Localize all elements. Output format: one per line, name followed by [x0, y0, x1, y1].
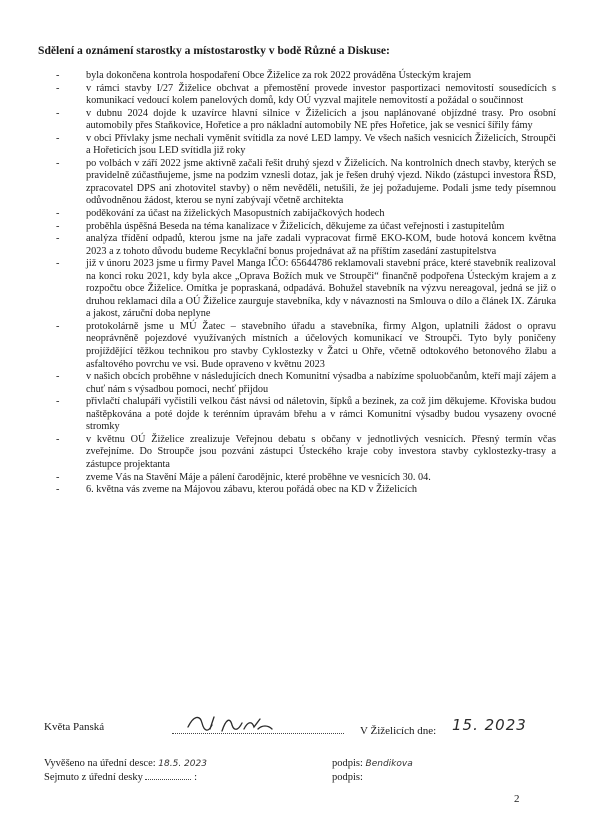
posted-line — [44, 758, 207, 769]
list-item — [56, 70, 556, 83]
list-item — [56, 133, 556, 158]
list-item — [56, 158, 556, 208]
bullet-dash: - — [56, 132, 60, 144]
place-date-label: V Žiželicích dne: — [360, 725, 437, 737]
notice-board-record — [44, 758, 564, 798]
posted-sign-value: Bendikova — [365, 759, 413, 769]
list-item-text: poděkování za účast na žiželických Masopustních zabijačkových hodech — [86, 208, 385, 220]
bullet-dash: - — [56, 107, 60, 119]
sign-label: podpis: — [332, 772, 363, 783]
list-item — [56, 83, 556, 108]
bullet-dash: - — [56, 220, 60, 232]
bullet-dash: - — [56, 208, 60, 220]
removed-signature — [332, 772, 363, 783]
posted-label: Vyvěšeno na úřední desce: — [44, 758, 156, 769]
list-item-text: v našich obcích proběhne v následujících dnech Komunitní výsadba a nabízíme spoluobčanům, kteří mají zájem a chuť nám s výsadbou pomoci, nechť přijdou — [86, 371, 556, 395]
list-item-text: již v únoru 2023 jsme u firmy Pavel Manga IČO: 65644786 reklamovali stavební práce, které stavebník realizoval na konci roku 2021, kdy byla akce „Oprava Božích muk ve Stroupči“ finančně podpořena Ústeckým krajem a z rozpočtu obce Žiželice. Omítka je popraskaná, odpadává. Bohužel stavebník na výzvu nereagoval, jedná se již o druhou reklamaci díla a OÚ Žiželice zaurguje stavebníka, kdy v návaznosti na Smlouva o dílo a článek IX. Záruka a jakost, záruční doba neplyne — [86, 258, 557, 320]
list-item-text: proběhla úspěšná Beseda na téma kanalizace v Žiželicích, děkujeme za účast veřejnosti i zastupitelům — [86, 220, 505, 232]
list-item — [56, 371, 556, 396]
list-item — [56, 258, 556, 321]
bullet-dash: - — [56, 433, 60, 445]
bullet-dash: - — [56, 82, 60, 94]
signatory-name: Květa Panská — [44, 721, 105, 733]
handwritten-date: 15. 2023 — [452, 716, 527, 734]
bullet-dash: - — [56, 258, 60, 270]
list-item-text: přivlačtí chalupáři vyčistili velkou část návsi od náletovin, šípků a bezinek, za což jim děkujeme. Křoviska budou naštěpkována a poté dojde k terénním úpravám břehu a v rámci Komunitní výsadby budou vysazeny ovocné stromky — [86, 396, 556, 433]
list-item-text: v dubnu 2024 dojde k uzavírce hlavní silnice v Žiželicích a jsou naplánované objízdné trasy. Pro osobní automobily přes Staňkovice, Hořetice a pro nákladní automobily NE přes Hořetice, jak se vesnicí šířily fámy — [86, 107, 556, 132]
list-item — [56, 472, 556, 485]
signature-row — [44, 715, 564, 743]
list-item — [56, 434, 556, 472]
posted-signature — [332, 758, 413, 769]
sign-label: podpis: — [332, 758, 363, 769]
removed-date-line — [145, 779, 191, 780]
handwritten-signature — [182, 711, 292, 737]
list-item — [56, 208, 556, 221]
bullet-dash: - — [56, 471, 60, 483]
bullet-dash: - — [56, 320, 60, 332]
list-item — [56, 108, 556, 133]
bullet-dash: - — [56, 157, 60, 169]
list-item-text: v obci Přívlaky jsme nechali vyměnit svítidla za nové LED lampy. Ve všech našich vesnicích Žiželicích, Stroupči a Hořeticích jsou LED svítidla již roky — [86, 132, 556, 157]
list-item — [56, 321, 556, 371]
list-item-text: v rámci stavby I/27 Žiželice obchvat a přemostění provede investor pasportizaci nemovitostí sousedících s komunikací vedoucí kolem panelových domů, kdy OÚ vyzval majitele nemovitostí a požádal o součinnost — [86, 82, 556, 107]
bullet-dash: - — [56, 371, 60, 383]
list-item — [56, 396, 556, 434]
list-item-text: protokolárně jsme u MÚ Žatec – stavebního úřadu a stavebníka, firmy Algon, uplatnili žádost o opravu neoprávněně pojezdové využívaných místních a účelových komunikací ve Stroupči. Tyto byly poničeny projíždějící těžkou technikou pro stavby Cyklostezky v Žatci u Ohře, včetně odtokového betonového žlabu a asfaltového povrchu ve vsi. Bude opraveno v květnu 2023 — [86, 320, 556, 370]
list-item-text: 6. května vás zveme na Májovou zábavu, kterou pořádá obec na KD v Žiželicích — [86, 484, 418, 496]
list-item — [56, 484, 556, 497]
bullet-dash: - — [56, 233, 60, 245]
page-number: 2 — [514, 793, 520, 805]
list-item-text: v květnu OÚ Žiželice zrealizuje Veřejnou debatu s občany v jednotlivých vesnicích. Přesný termín včas zveřejníme. Do Stroupče jsou pozváni zástupci Ústeckého kraje coby investora stavby cyklostezky-trasy a zástupce projektanta — [86, 433, 556, 470]
list-item-text: po volbách v září 2022 jsme aktivně začali řešit druhý sjezd v Žiželicích. Na kontrolních dnech stavby, kterých se pravidelně zúčastňujeme, jsme na podzim vznesli dotaz, jak je řešen druhý vjezd. Nikdo (zástupci investora ŘSD, zpracovatel DPS ani zhotovitel stavby) o něm nevěděli, netušili, že jej požadujeme. Podali jsme tedy písemnou odůvodněnou žádost, kterou se nyní zabývají včetně architekta — [86, 157, 556, 207]
removed-separator: : — [194, 772, 198, 783]
list-item — [56, 233, 556, 258]
list-item-text: zveme Vás na Stavění Máje a pálení čarodějnic, které proběhne ve vesnicích 30. 04. — [86, 471, 431, 483]
bullet-dash: - — [56, 484, 60, 496]
list-item-text: analýza třídění odpadů, kterou jsme na jaře zadali vypracovat firmě EKO-KOM, bude hotová koncem května 2023 a z tohoto důvodu budeme Recyklační bonus projednávat až na příštím zasedání zastupitelstva — [86, 233, 556, 257]
posted-date: 18.5. 2023 — [158, 759, 207, 769]
bullet-dash: - — [56, 70, 60, 81]
announcement-list — [56, 70, 556, 497]
list-item-text: byla dokončena kontrola hospodaření Obce Žiželice za rok 2022 prováděna Ústeckým krajem — [86, 70, 472, 81]
removed-line — [44, 772, 197, 783]
bullet-dash: - — [56, 396, 60, 408]
section-heading: Sdělení a oznámení starostky a místostarostky v bodě Různé a Diskuse: — [38, 44, 390, 57]
list-item — [56, 221, 556, 234]
removed-label: Sejmuto z úřední desky — [44, 772, 143, 783]
